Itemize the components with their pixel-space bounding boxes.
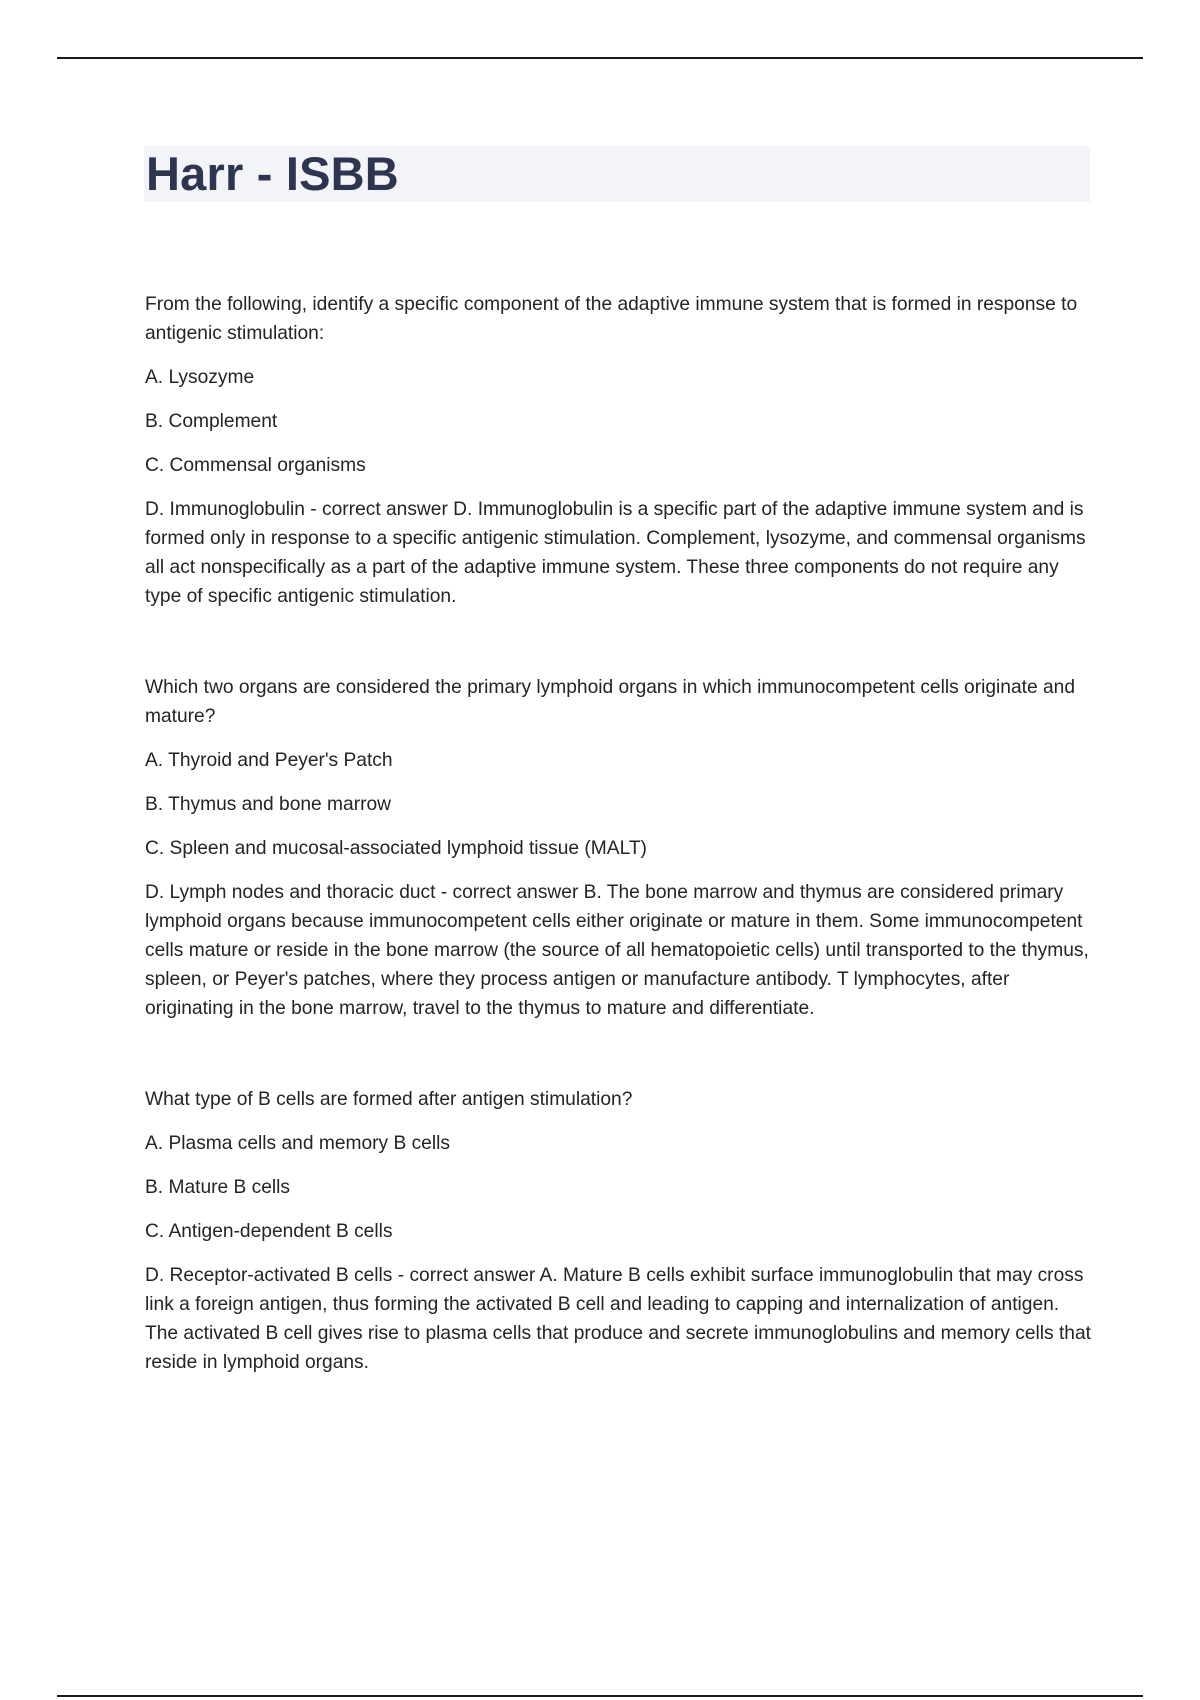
question-block	[145, 1085, 1095, 1377]
option-a: A. Plasma cells and memory B cells	[145, 1133, 450, 1154]
option-a: A. Lysozyme	[145, 367, 255, 388]
answer-text: D. Lymph nodes and thoracic duct - correct answer B. The bone marrow and thymus are considered primary lymphoid organs because immunocompetent cells either originate or mature in them. Some immunocompetent cells mature or reside in the bone marrow (the source of all hematopoietic cells) until transported to the thymus, spleen, or Peyer's patches, where they process antigen or manufacture antibody. T lymphocytes, after originating in the bone marrow, travel to the thymus to mature and differentiate.	[145, 882, 1089, 1019]
answer-text: D. Receptor-activated B cells - correct answer A. Mature B cells exhibit surface immunoglobulin that may cross link a foreign antigen, thus forming the activated B cell and leading to capping and internalization of antigen. The activated B cell gives rise to plasma cells that produce and secrete immunoglobulins and memory cells that reside in lymphoid organs.	[145, 1265, 1091, 1373]
option-c: C. Spleen and mucosal-associated lymphoid tissue (MALT)	[145, 838, 647, 859]
question-text: From the following, identify a specific component of the adaptive immune system that is formed in response to antigenic stimulation:	[145, 294, 1078, 344]
bottom-rule	[57, 1695, 1143, 1697]
option-c: C. Antigen-dependent B cells	[145, 1221, 393, 1242]
option-b: B. Mature B cells	[145, 1177, 291, 1198]
option-c: C. Commensal organisms	[145, 455, 366, 476]
option-b: B. Complement	[145, 411, 278, 432]
option-a: A. Thyroid and Peyer's Patch	[145, 750, 393, 771]
question-text: What type of B cells are formed after antigen stimulation?	[145, 1089, 633, 1110]
top-rule	[57, 57, 1143, 59]
question-list	[145, 290, 1095, 1439]
question-block	[145, 290, 1095, 611]
question-text: Which two organs are considered the primary lymphoid organs in which immunocompetent cells originate and mature?	[145, 677, 1075, 727]
option-b: B. Thymus and bone marrow	[145, 794, 391, 815]
question-block	[145, 673, 1095, 1023]
answer-text: D. Immunoglobulin - correct answer D. Immunoglobulin is a specific part of the adaptive immune system and is formed only in response to a specific antigenic stimulation. Complement, lysozyme, and commensal organisms all act nonspecifically as a part of the adaptive immune system. These three components do not require any type of specific antigenic stimulation.	[145, 499, 1086, 607]
page-title: Harr - ISBB	[146, 147, 399, 200]
